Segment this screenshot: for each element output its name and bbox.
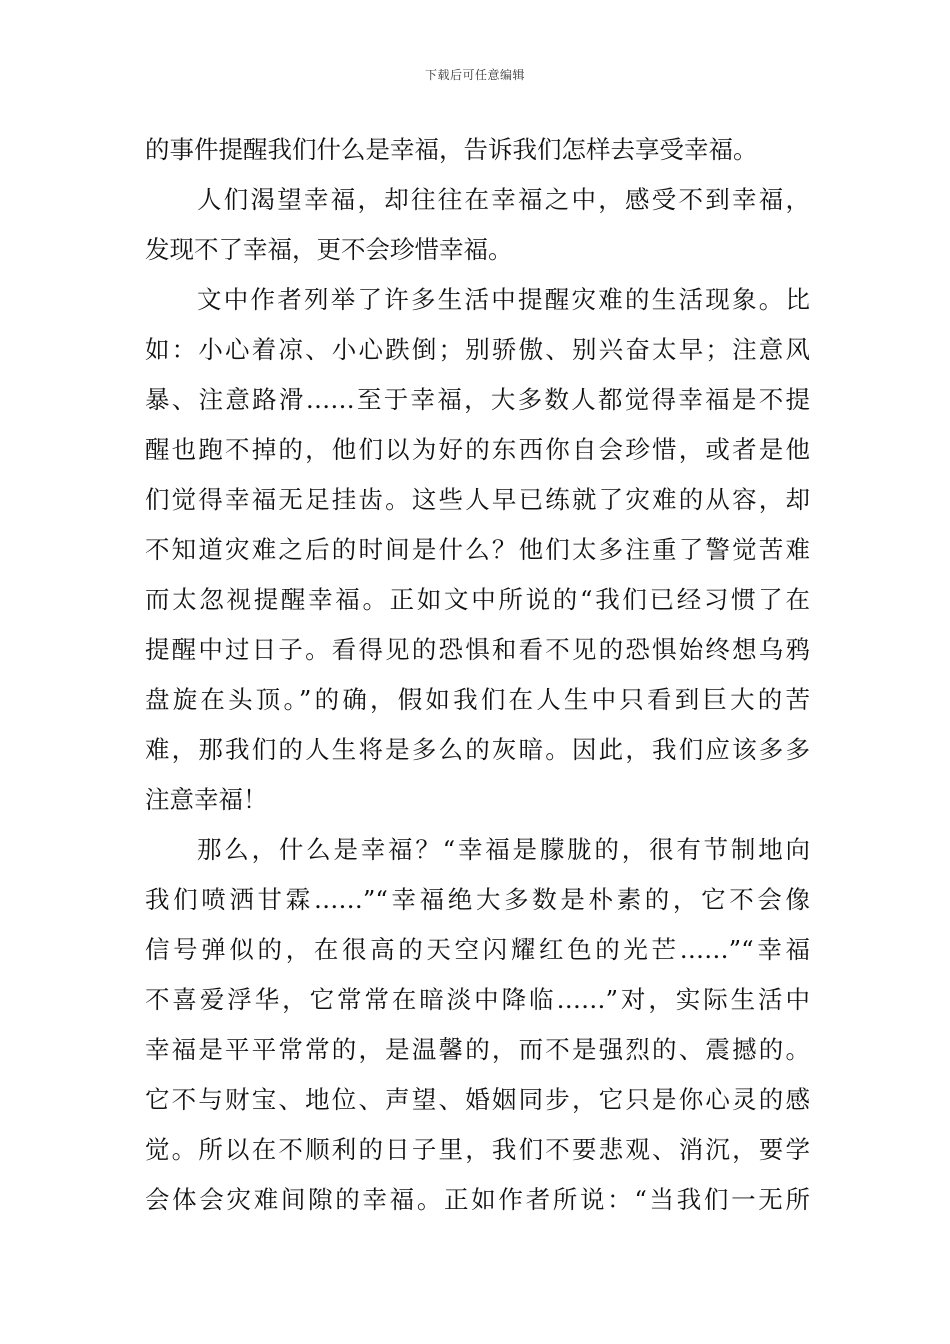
text-line: 而太忽视提醒幸福。正如文中所说的“我们已经习惯了在 (145, 585, 810, 614)
text-line: 不知道灾难之后的时间是什么？他们太多注重了警觉苦难 (145, 535, 810, 564)
text-line: 暴、注意路滑……至于幸福，大多数人都觉得幸福是不提 (145, 385, 810, 414)
text-line: 会体会灾难间隙的幸福。正如作者所说：“当我们一无所 (145, 1185, 810, 1214)
text-line: 幸福是平平常常的，是温馨的，而不是强烈的、震撼的。 (145, 1035, 810, 1064)
text-line: 注意幸福！ (145, 785, 268, 814)
text-line: 人们渴望幸福，却往往在幸福之中，感受不到幸福， (197, 185, 810, 214)
text-line: 们觉得幸福无足挂齿。这些人早已练就了灾难的从容，却 (145, 485, 810, 514)
text-line: 难，那我们的人生将是多么的灰暗。因此，我们应该多多 (145, 735, 810, 764)
page-header: 下载后可任意编辑 (424, 68, 525, 82)
text-line: 文中作者列举了许多生活中提醒灾难的生活现象。比 (197, 285, 810, 314)
document-body (145, 125, 810, 1225)
text-line: 那么，什么是幸福？“幸福是朦胧的，很有节制地向 (197, 835, 810, 864)
text-line: 如：小心着凉、小心跌倒；别骄傲、别兴奋太早；注意风 (145, 335, 810, 364)
text-line: 不喜爱浮华，它常常在暗淡中降临……”对，实际生活中 (145, 985, 810, 1014)
text-line: 盘旋在头顶。”的确，假如我们在人生中只看到巨大的苦 (145, 685, 810, 714)
text-line: 我们喷洒甘霖……”“幸福绝大多数是朴素的，它不会像 (145, 885, 810, 914)
text-line: 提醒中过日子。看得见的恐惧和看不见的恐惧始终想乌鸦 (145, 635, 810, 664)
text-line: 醒也跑不掉的，他们以为好的东西你自会珍惜，或者是他 (145, 435, 810, 464)
text-line: 发现不了幸福，更不会珍惜幸福。 (145, 235, 513, 264)
text-line: 信号弹似的，在很高的天空闪耀红色的光芒……”“幸福 (145, 935, 810, 964)
text-line: 的事件提醒我们什么是幸福，告诉我们怎样去享受幸福。 (145, 135, 758, 164)
text-line: 觉。所以在不顺利的日子里，我们不要悲观、消沉，要学 (145, 1135, 810, 1164)
text-line: 它不与财宝、地位、声望、婚姻同步，它只是你心灵的感 (145, 1085, 810, 1114)
